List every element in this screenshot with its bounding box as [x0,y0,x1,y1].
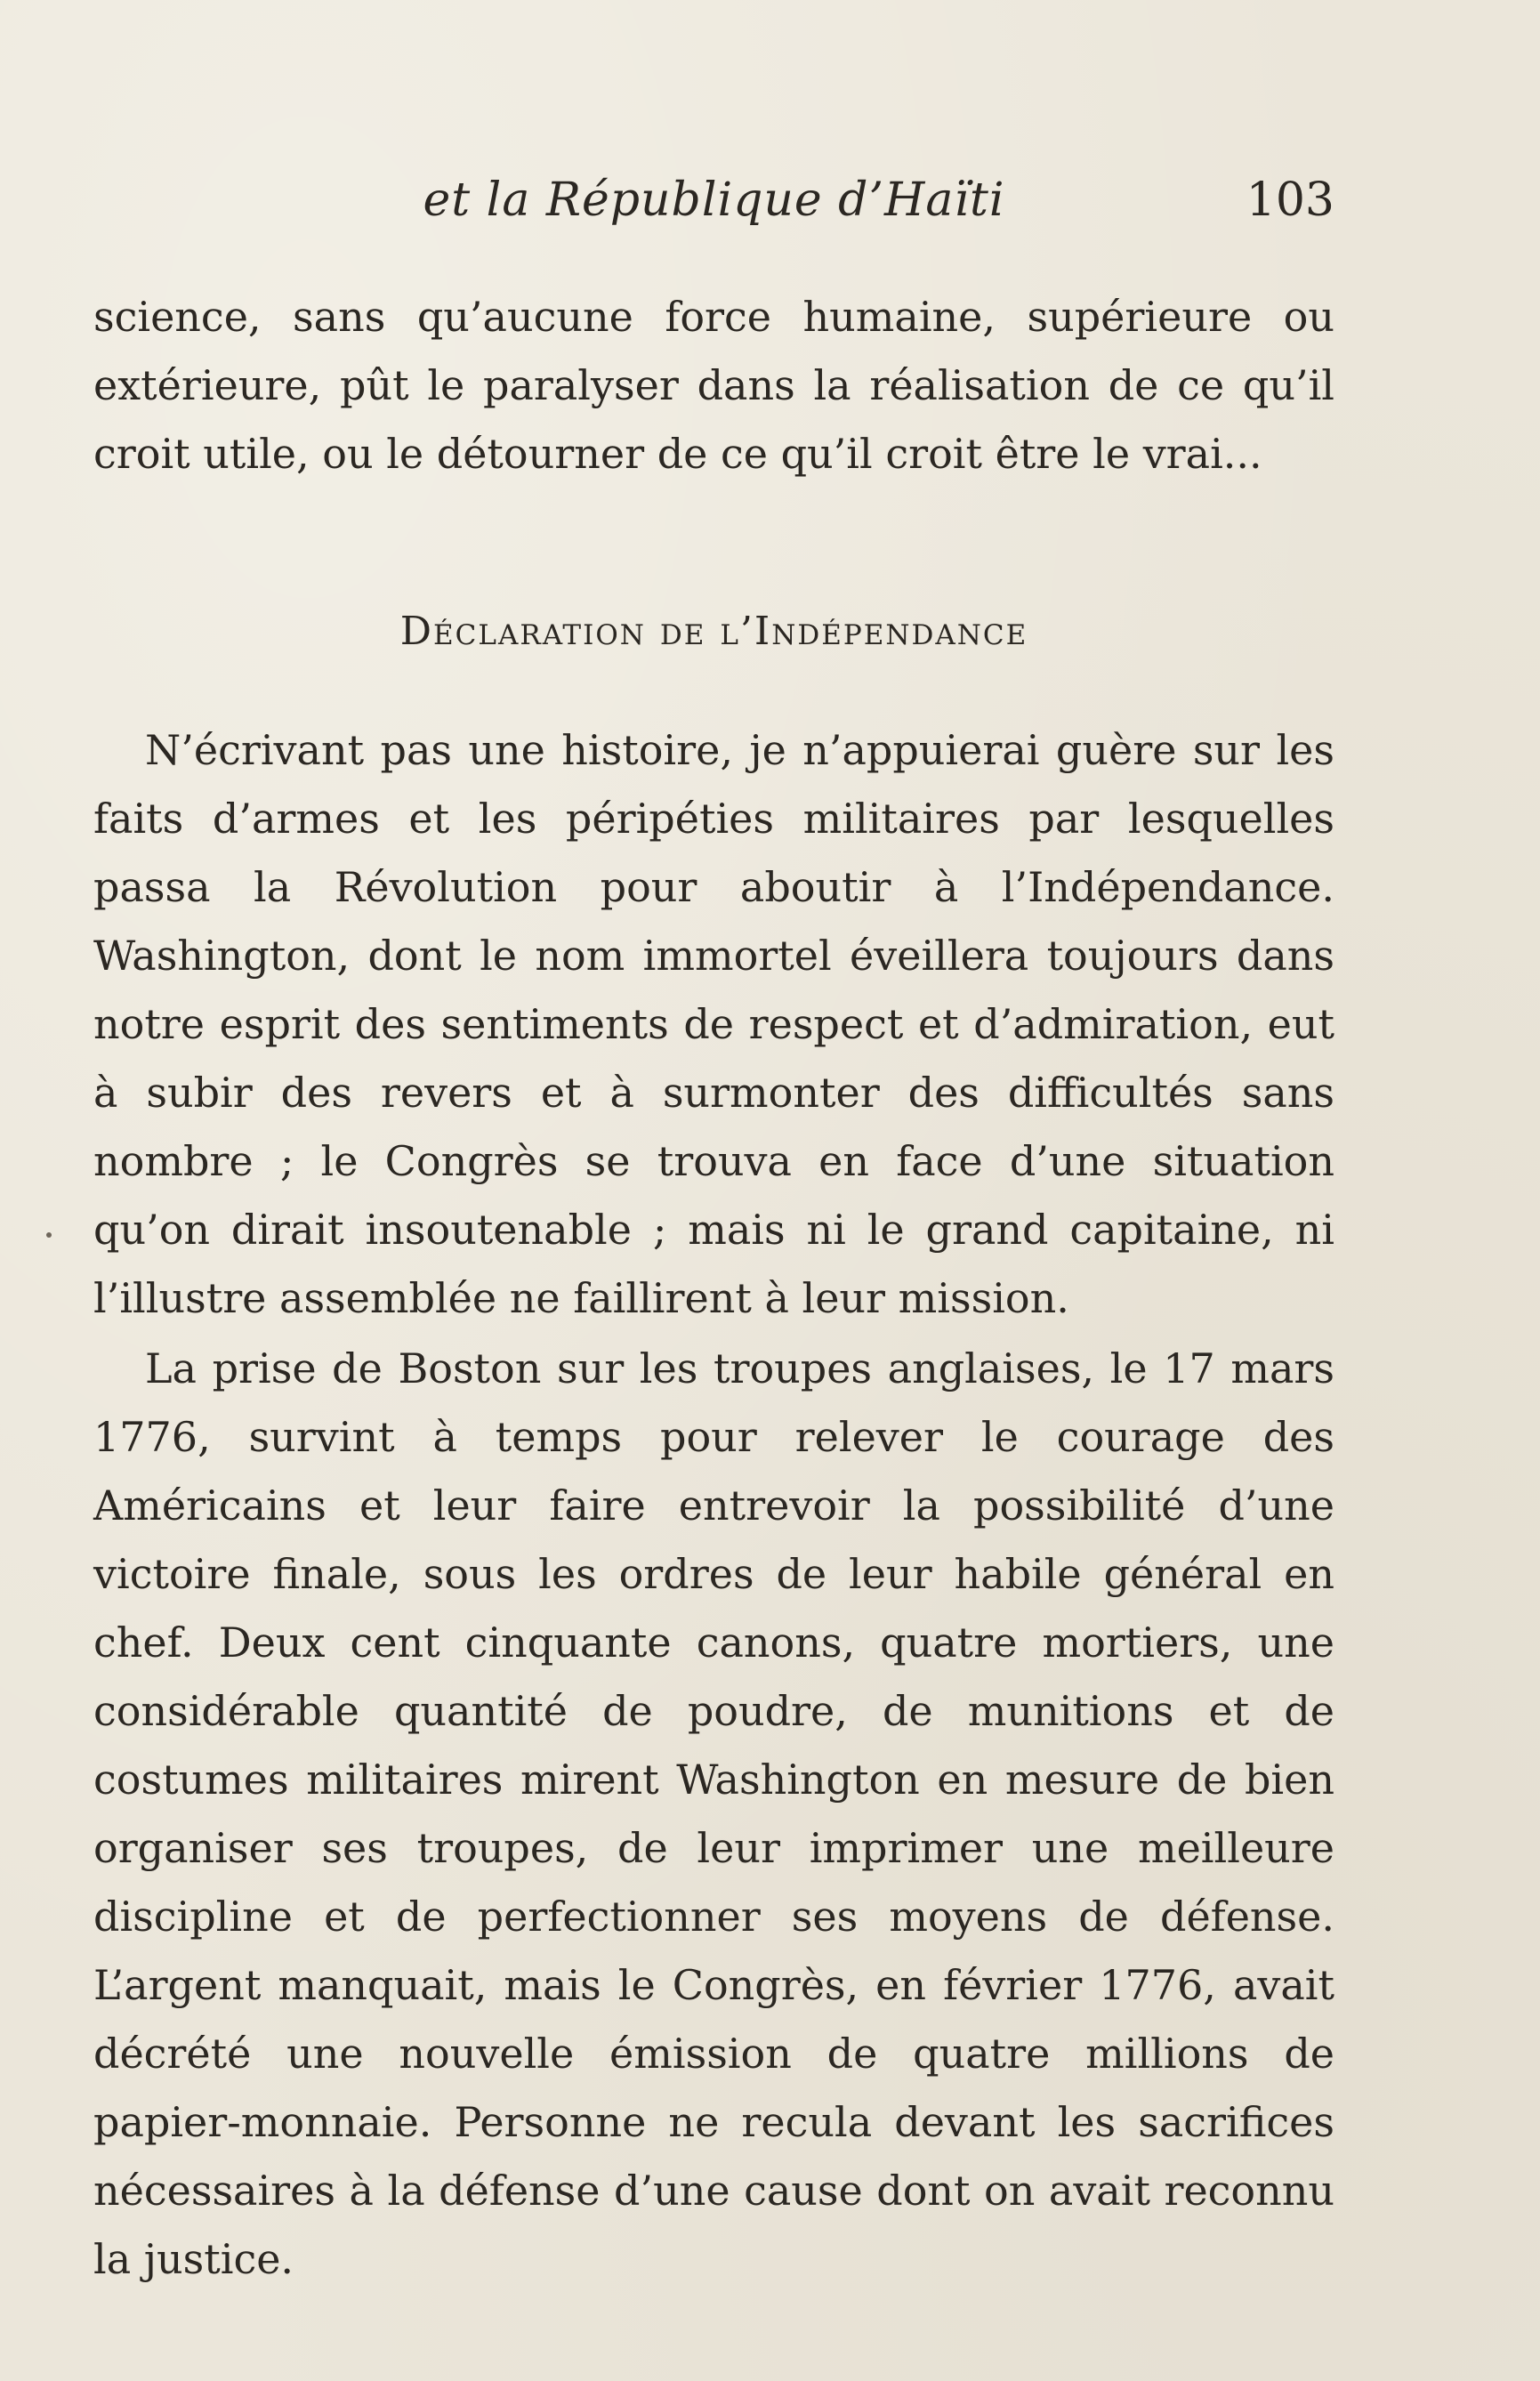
margin-dot [46,1232,52,1238]
paragraph-continuation: science, sans qu’aucune force humaine, supérieure ou extérieure, pût le paralyser dans la réalisation de ce qu’il croit utile, ou le détourner de ce qu’il croit être le vrai... [93,293,1334,478]
page-number: 103 [1246,174,1334,227]
running-title: et la République d’Haïti [423,174,1005,227]
paragraph-boston: La prise de Boston sur les troupes anglaises, le 17 mars 1776, survint à temps pour relever le courage des Américains et leur faire entrevoir la possibilité d’une victoire finale, sous les ordres de leur habile général en chef. Deux cent cinquante canons, quatre mortiers, une considérable quantité de poudre, de munitions et de costumes militaires mirent Washington en mesure de bien organiser ses troupes, de leur imprimer une meilleure discipline et de perfectionner ses moyens de défense. L’argent manquait, mais le Congrès, en février 1776, avait décrété une nouvelle émission de quatre millions de papier-monnaie. Personne ne recula devant les sacrifices nécessaires à la défense d’une cause dont on avait reconnu la justice. [93,1344,1334,2283]
section-heading: Déclaration de l’Indépendance [399,609,1028,654]
paragraph-independence: N’écrivant pas une histoire, je n’appuierai guère sur les faits d’armes et les péripéties militaires par lesquelles passa la Révolution pour aboutir à l’Indépendance. Washington, dont le nom immortel éveillera toujours dans notre esprit des sentiments de respect et d’admiration, eut à subir des revers et à surmonter des difficultés sans nombre ; le Congrès se trouva en face d’une situation qu’on dirait insoutenable ; mais ni le grand capitaine, ni l’illustre assemblée ne faillirent à leur mission. [93,726,1334,1322]
running-head [93,169,1334,231]
